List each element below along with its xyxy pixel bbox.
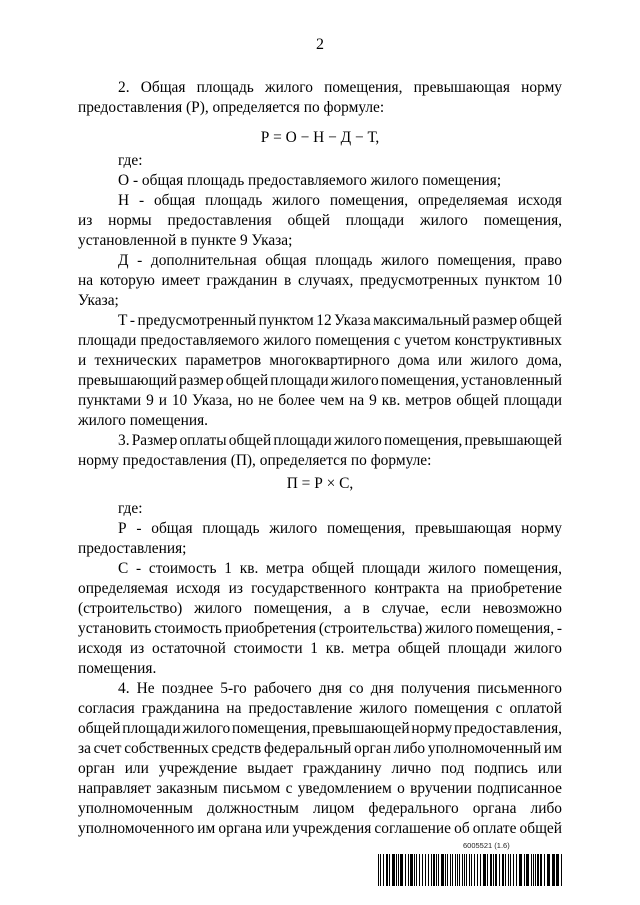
text-line: 2. Общая площадь жилого помещения, превышающая норму bbox=[118, 79, 563, 96]
barcode-bar bbox=[428, 854, 429, 886]
barcode-bar bbox=[414, 854, 415, 886]
definition-t bbox=[78, 311, 562, 431]
barcode-bar bbox=[561, 854, 562, 886]
barcode-bar bbox=[471, 854, 472, 886]
barcode-bar bbox=[474, 854, 475, 886]
barcode-bar bbox=[396, 854, 397, 886]
text-line: из нормы предоставления общей площади жилого помещения, bbox=[78, 212, 562, 229]
barcode-bar bbox=[392, 854, 395, 886]
barcode-bar bbox=[540, 854, 542, 886]
barcode-bar bbox=[499, 854, 500, 886]
paragraph-item-2 bbox=[78, 78, 562, 118]
text-line: направляет заказным письмом с уведомлением о вручении подписанное bbox=[78, 780, 562, 797]
barcode-bar bbox=[508, 854, 509, 886]
text-line: Д - дополнительная общая площадь жилого помещения, право bbox=[118, 252, 562, 269]
barcode-bar bbox=[383, 854, 384, 886]
barcode-label: 6005521 (1.6) bbox=[463, 841, 510, 850]
barcode-bar bbox=[547, 854, 550, 886]
barcode-bar bbox=[493, 854, 494, 886]
text-line: предоставления; bbox=[78, 540, 187, 557]
barcode-bar bbox=[386, 854, 388, 886]
text-line: согласия гражданина на предоставление жилого помещения с оплатой bbox=[78, 700, 562, 717]
barcode-bar bbox=[441, 854, 444, 886]
paragraph-item-4 bbox=[78, 679, 562, 839]
barcode bbox=[378, 854, 562, 886]
text-line: Р - общая площадь жилого помещения, превышающая норму bbox=[118, 520, 562, 537]
text-line: орган или учреждение выдает гражданину лично под подпись или bbox=[78, 760, 562, 777]
barcode-bar bbox=[447, 854, 448, 886]
where-label: где: bbox=[118, 500, 143, 517]
barcode-bar bbox=[483, 854, 486, 886]
text-line: исходя из остаточной стоимости 1 кв. метра общей площади жилого bbox=[78, 640, 562, 657]
where-label: где: bbox=[118, 152, 143, 169]
text-line: и технических параметров многоквартирного дома или жилого дома, bbox=[78, 352, 563, 369]
definition-s bbox=[78, 559, 562, 679]
barcode-bar bbox=[410, 854, 413, 886]
text-line: превышающий размер общей площади жилого помещения, установленный bbox=[78, 372, 562, 389]
barcode-bar bbox=[422, 854, 423, 886]
barcode-bar bbox=[490, 854, 492, 886]
text-line: норму предоставления (П), определяется по формуле: bbox=[78, 452, 432, 469]
barcode-bar bbox=[505, 854, 506, 886]
barcode-bar bbox=[459, 854, 460, 886]
barcode-bar bbox=[380, 854, 381, 886]
barcode-bar bbox=[466, 854, 467, 886]
barcode-bar bbox=[436, 854, 437, 886]
barcode-bar bbox=[516, 854, 517, 886]
barcode-bar bbox=[416, 854, 417, 886]
barcode-bar bbox=[455, 854, 456, 886]
barcode-bar bbox=[535, 854, 536, 886]
text-line: определяемая исходя из государственного контракта на приобретение bbox=[78, 580, 562, 597]
barcode-bar bbox=[480, 854, 481, 886]
definition-n bbox=[78, 191, 562, 251]
barcode-bar bbox=[464, 854, 465, 886]
text-line: О - общая площадь предоставляемого жилого помещения; bbox=[118, 172, 502, 189]
barcode-bar bbox=[537, 854, 539, 886]
barcode-bar bbox=[495, 854, 497, 886]
definition-o bbox=[78, 171, 562, 191]
barcode-bar bbox=[502, 854, 504, 886]
text-line: жилого помещения. bbox=[78, 412, 209, 429]
barcode-bar bbox=[462, 854, 463, 886]
barcode-bar bbox=[519, 854, 522, 886]
barcode-bar bbox=[400, 854, 403, 886]
barcode-bar bbox=[419, 854, 420, 886]
text-line: Т - предусмотренный пунктом 12 Указа максимальный размер общей bbox=[118, 312, 562, 329]
text-line: 3. Размер оплаты общей площади жилого помещения, превышающей bbox=[118, 432, 562, 449]
text-line: на которую имеет гражданин в случаях, предусмотренных пунктом 10 bbox=[78, 272, 562, 289]
definition-r bbox=[78, 519, 562, 559]
barcode-bar bbox=[487, 854, 488, 886]
document-body bbox=[78, 78, 562, 839]
barcode-bar bbox=[469, 854, 470, 886]
text-line: С - стоимость 1 кв. метра общей площади жилого помещения, bbox=[118, 560, 562, 577]
paragraph-item-3 bbox=[78, 431, 562, 471]
text-line: за счет собственных средств федеральный орган либо уполномоченный им bbox=[78, 740, 562, 757]
text-line: помещения. bbox=[78, 660, 157, 677]
barcode-bar bbox=[457, 854, 458, 886]
page-number: 2 bbox=[316, 36, 324, 53]
barcode-bar bbox=[513, 854, 514, 886]
text-line: площади предоставляемого жилого помещения с учетом конструктивных bbox=[78, 332, 562, 349]
barcode-bar bbox=[433, 854, 435, 886]
barcode-bar bbox=[431, 854, 432, 886]
text-line: Указа; bbox=[78, 292, 119, 309]
formula-p: Р = О − Н − Д − Т, bbox=[260, 129, 380, 146]
text-line: 4. Не позднее 5-го рабочего дня со дня получения письменного bbox=[118, 680, 563, 697]
barcode-bar bbox=[425, 854, 426, 886]
barcode-bar bbox=[531, 854, 532, 886]
text-line: установить стоимость приобретения (строительства) жилого помещения, - bbox=[78, 620, 562, 637]
barcode-bar bbox=[533, 854, 534, 886]
barcode-bar bbox=[526, 854, 529, 886]
text-line: общей площади жилого помещения, превышающей норму предоставления, bbox=[78, 720, 562, 737]
barcode-bar bbox=[524, 854, 525, 886]
barcode-bar bbox=[556, 854, 559, 886]
barcode-bar bbox=[445, 854, 446, 886]
text-line: пунктами 9 и 10 Указа, но не более чем на 9 кв. метров общей площади bbox=[78, 392, 562, 409]
barcode-bar bbox=[389, 854, 390, 886]
barcode-bar bbox=[552, 854, 555, 886]
text-line: (строительство) жилого помещения, а в случае, если невозможно bbox=[78, 600, 562, 617]
text-line: предоставления (Р), определяется по формуле: bbox=[78, 99, 385, 116]
definition-d bbox=[78, 251, 562, 311]
barcode-bar bbox=[405, 854, 406, 886]
text-line: уполномоченного им органа или учреждения соглашение об оплате общей bbox=[78, 820, 562, 837]
barcode-bar bbox=[452, 854, 453, 886]
barcode-bar bbox=[450, 854, 451, 886]
text-line: установленной в пункте 9 Указа; bbox=[78, 232, 293, 249]
barcode-bar bbox=[477, 854, 478, 886]
barcode-bar bbox=[544, 854, 545, 886]
barcode-bar bbox=[510, 854, 511, 886]
barcode-bar bbox=[378, 854, 379, 886]
text-line: Н - общая площадь жилого помещения, определяемая исходя bbox=[118, 192, 562, 209]
barcode-bar bbox=[398, 854, 399, 886]
text-line: уполномоченным должностным лицом федерального органа либо bbox=[78, 800, 562, 817]
barcode-bar bbox=[408, 854, 409, 886]
formula-payment: П = Р × С, bbox=[286, 475, 354, 492]
barcode-bar bbox=[438, 854, 439, 886]
